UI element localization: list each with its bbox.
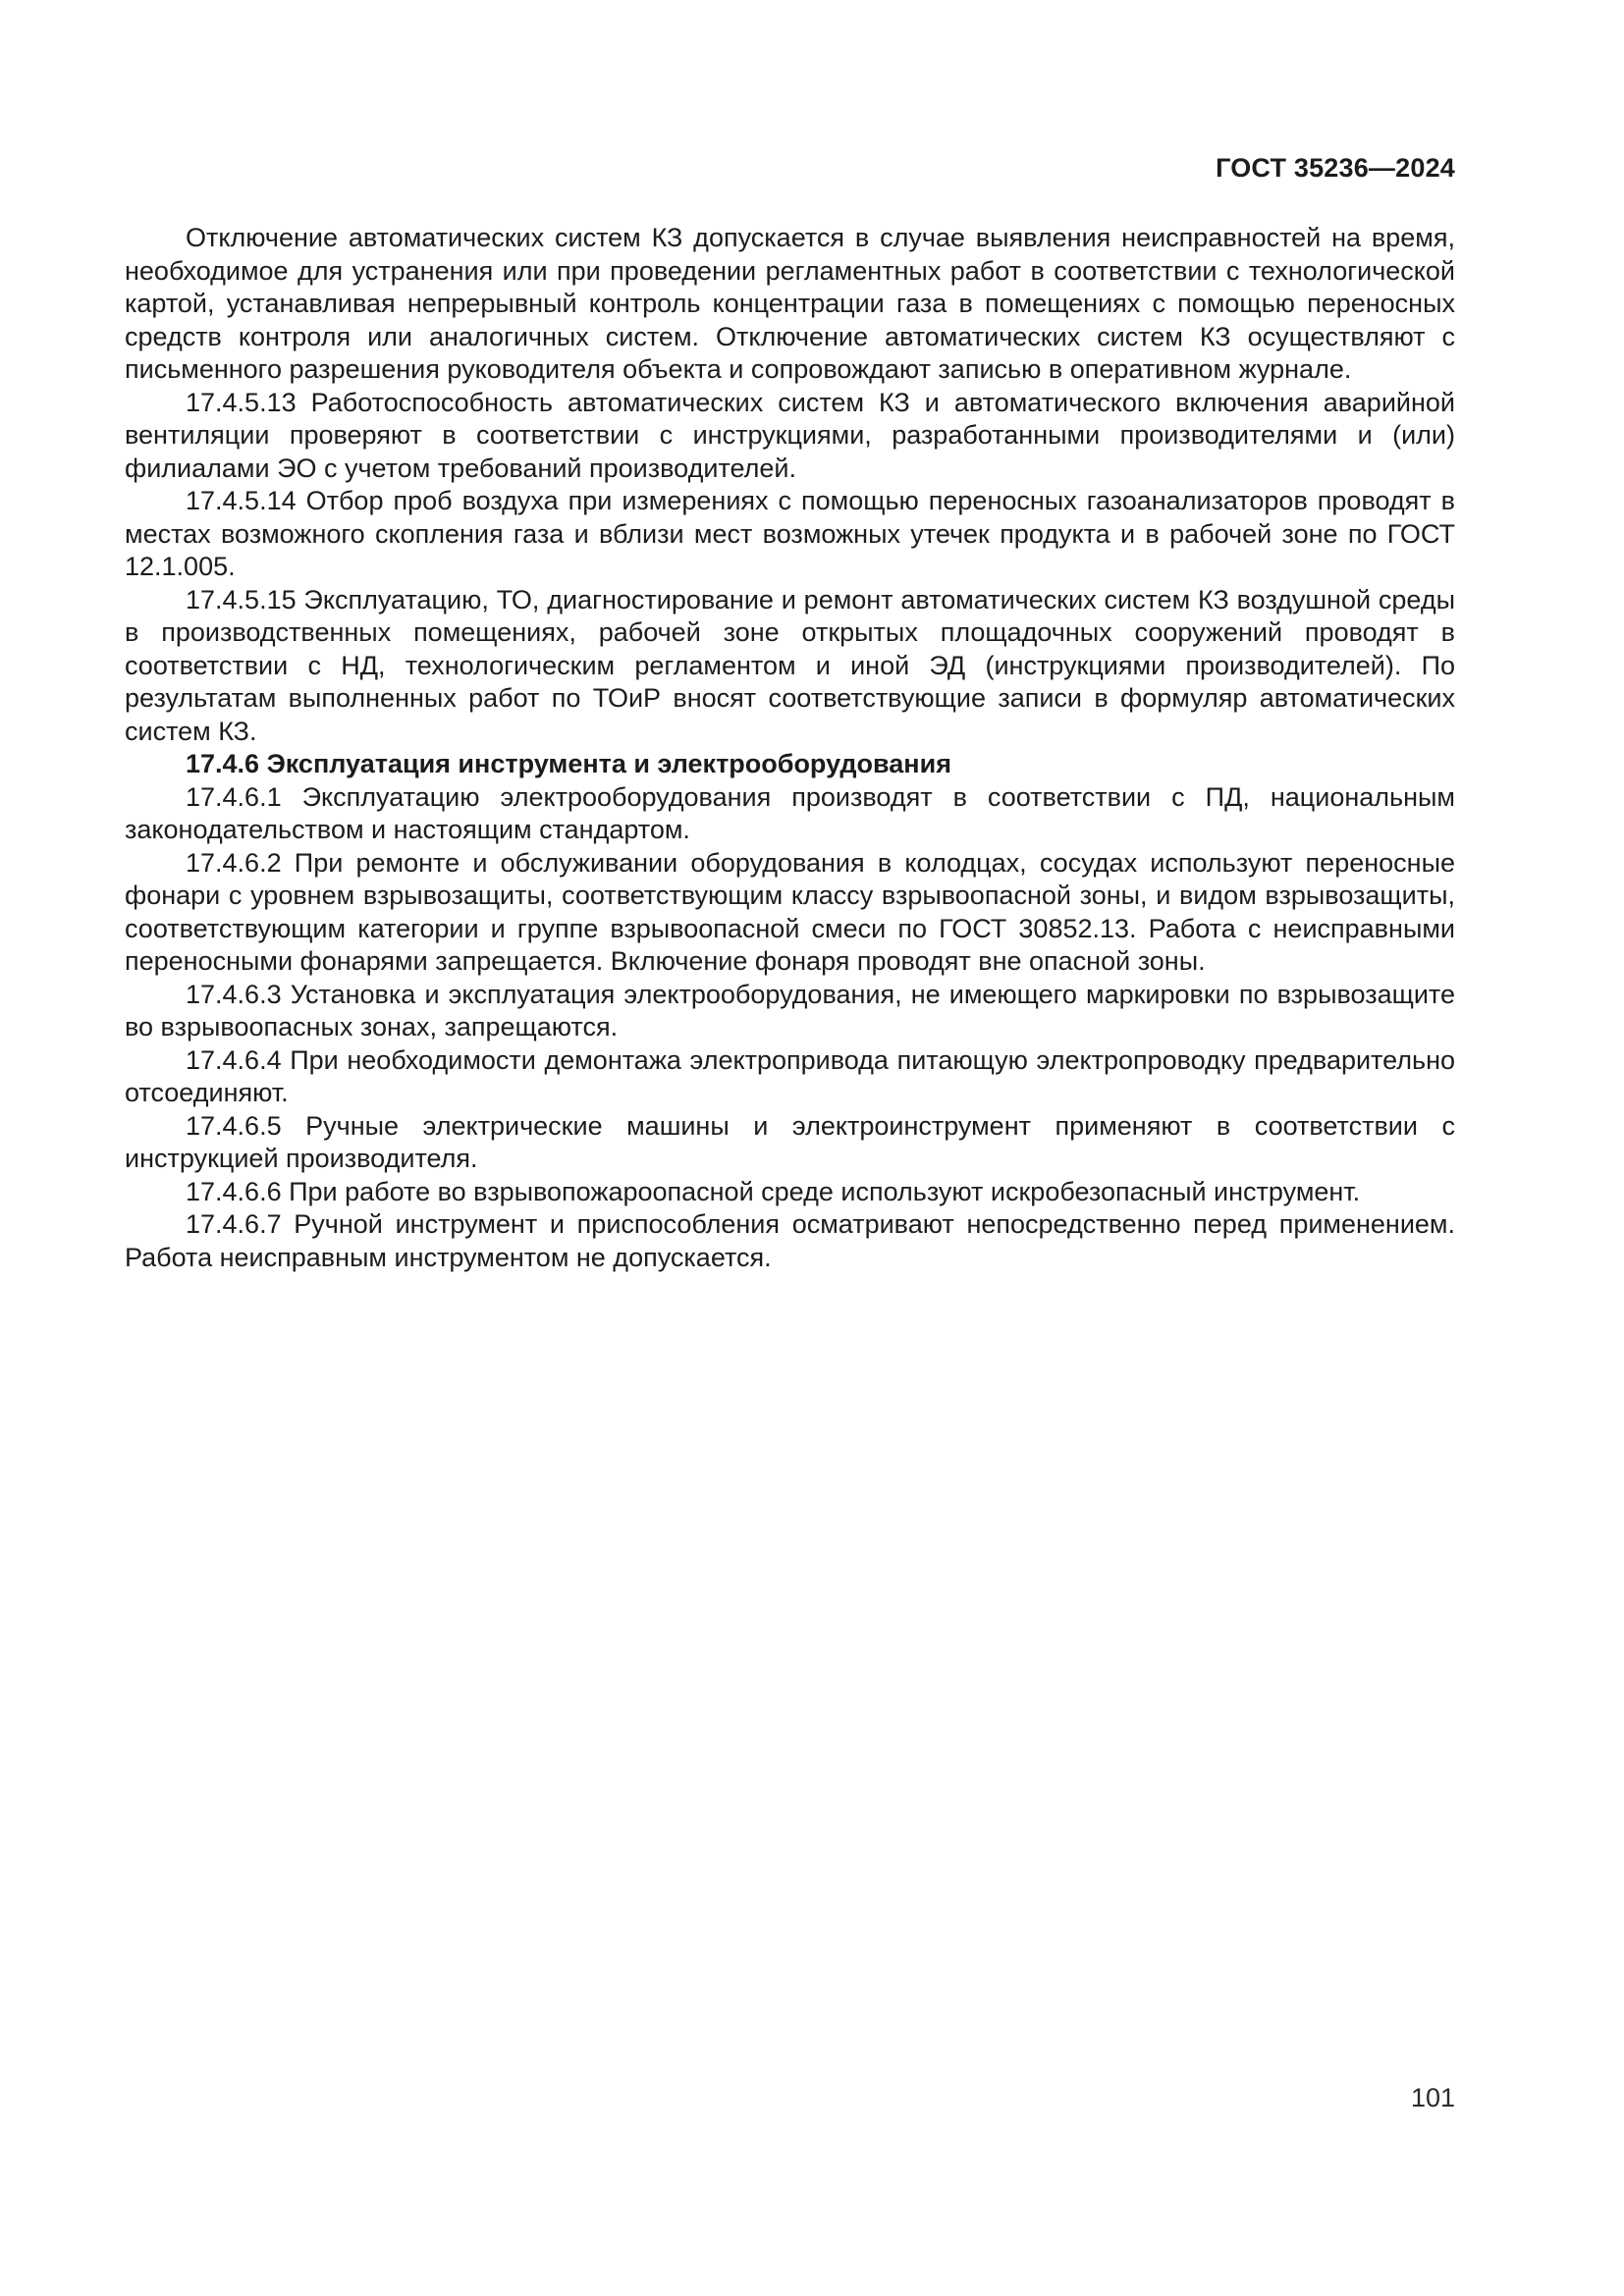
paragraph: 17.4.6.7 Ручной инструмент и приспособления осматривают непосредственно перед применением. Работа неисправным инструментом не допускается. (125, 1209, 1455, 1272)
paragraph: 17.4.6.5 Ручные электрические машины и электроинструмент применяют в соответствии с инструкцией производителя. (125, 1110, 1455, 1173)
document-header (125, 153, 1455, 184)
paragraph: 17.4.6.1 Эксплуатацию электрооборудования производят в соответствии с ПД, национальным законодательством и настоящим стандартом. (125, 781, 1455, 844)
page-number: 101 (1410, 2083, 1455, 2112)
paragraph: 17.4.5.14 Отбор проб воздуха при измерениях с помощью переносных газоанализаторов проводят в местах возможного скопления газа и вблизи мест возможных утечек продукта и в рабочей зоне по ГОСТ 12.1.005. (125, 486, 1455, 581)
paragraph: 17.4.5.15 Эксплуатацию, ТО, диагностирование и ремонт автоматических систем КЗ воздушной среды в производственных помещениях, рабочей зоне открытых площадочных сооружений проводят в соответствии с НД, технологическим регламентом и иной ЭД (инструкциями производителей). По результатам выполненных работ по ТОиР вносят соответствующие записи в формуляр автоматических систем КЗ. (125, 584, 1455, 746)
standard-number: ГОСТ 35236—2024 (1216, 153, 1455, 183)
page-footer (125, 2083, 1455, 2113)
paragraph: 17.4.6.2 При ремонте и обслуживании оборудования в колодцах, сосудах используют переносные фонари с уровнем взрывозащиты, соответствующим классу взрывоопасной зоны, и видом взрывозащиты, соответствующим категории и группе взрывоопасной смеси по ГОСТ 30852.13. Работа с неисправными переносными фонарями запрещается. Включение фонаря проводят вне опасной зоны. (125, 847, 1455, 976)
section-heading: 17.4.6 Эксплуатация инструмента и электрооборудования (186, 749, 951, 778)
paragraph: 17.4.6.3 Установка и эксплуатация электрооборудования, не имеющего маркировки по взрывозащите во взрывоопасных зонах, запрещаются. (125, 979, 1455, 1041)
paragraph: 17.4.6.6 При работе во взрывопожароопасной среде используют искробезопасный инструмент. (186, 1176, 1361, 1206)
document-body (125, 222, 1455, 1274)
paragraph: Отключение автоматических систем КЗ допускается в случае выявления неисправностей на время, необходимое для устранения или при проведении регламентных работ в соответствии с технологической картой, устанавливая непрерывный контроль концентрации газа в помещениях с помощью переносных средств контроля или аналогичных систем. Отключение автоматических систем КЗ осуществляют с письменного разрешения руководителя объекта и сопровождают записью в оперативном журнале. (125, 223, 1455, 384)
paragraph: 17.4.6.4 При необходимости демонтажа электропривода питающую электропроводку предварительно отсоединяют. (125, 1044, 1455, 1107)
paragraph: 17.4.5.13 Работоспособность автоматических систем КЗ и автоматического включения аварийной вентиляции проверяют в соответствии с инструкциями, разработанными производителями и (или) филиалами ЭО с учетом требований производителей. (125, 387, 1455, 483)
